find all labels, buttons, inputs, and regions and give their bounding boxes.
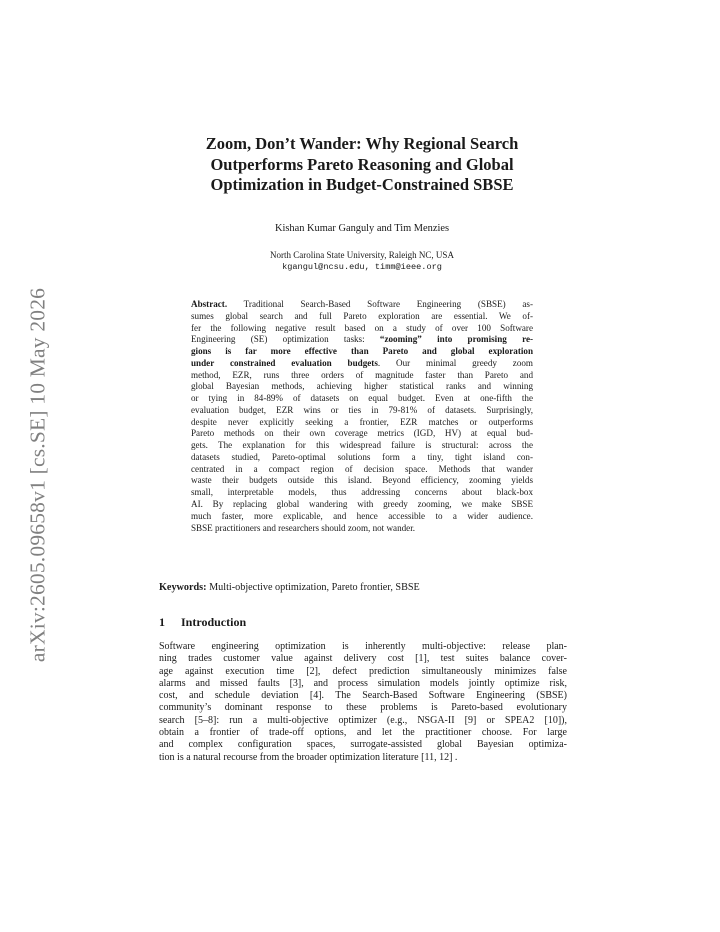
intro-line: alarms and missed faults [3], and process simulation models jointly optimize risk, [159, 677, 567, 689]
abstract-line: under constrained evaluation budgets. Our minimal greedy zoom [191, 357, 533, 368]
emails: kgangul@ncsu.edu, timm@ieee.org [282, 262, 442, 272]
intro-line: obtain a frontier of trade-off options, and let the practitioner choose. For large [159, 727, 567, 739]
abstract-line: SBSE practitioners and researchers should zoom, not wander. [191, 522, 416, 533]
abstract-line: global Bayesian methods, achieving higher statistical ranks and winning [191, 381, 533, 392]
affiliation-block [140, 249, 584, 273]
abstract-line: sumes global search and full Pareto exploration are essential. We of- [191, 310, 533, 321]
abstract-line: waste their budgets outside this island. Beyond efficiency, zooming yields [191, 475, 533, 486]
abstract-line: datasets studied, Pareto-optimal solutions form a tiny, tight island con- [191, 451, 533, 462]
abstract-label: Abstract. [191, 299, 228, 309]
abstract [191, 299, 533, 534]
intro-line: tion is a natural recourse from the broader optimization literature [11, 12] . [159, 751, 458, 763]
introduction-paragraph [159, 641, 567, 764]
abstract-line: evaluation budget, EZR wins or ties in 79-81% of datasets. Surprisingly, [191, 404, 533, 415]
abstract-line: Engineering (SE) optimization tasks: “zooming” into promising re- [191, 334, 534, 345]
intro-line: ning trades customer value against delivery cost [1], test suites balance cover- [159, 653, 567, 665]
abstract-line: centrated in a compact region of decision space. Methods that wander [191, 463, 533, 474]
keywords [159, 582, 567, 593]
title-line: Zoom, Don’t Wander: Why Regional Search [205, 134, 519, 153]
intro-line: community’s dominant response to these problems is Pareto-based evolutionary [159, 702, 567, 714]
section-title: Introduction [181, 615, 247, 629]
abstract-line: gions is far more effective than Pareto and global exploration [191, 346, 533, 357]
affiliation: North Carolina State University, Raleigh NC, USA [270, 250, 454, 260]
abstract-line: AI. By replacing global wandering with greedy zooming, we make SBSE [191, 499, 533, 510]
abstract-line: Abstract. Traditional Search-Based Software Engineering (SBSE) as- [191, 299, 533, 309]
authors: Kishan Kumar Ganguly and Tim Menzies [274, 223, 450, 234]
intro-line: cost, and schedule deviation [4]. The Search-Based Software Engineering (SBSE) [159, 690, 567, 702]
intro-line: Software engineering optimization is inherently multi-objective: release plan- [159, 641, 567, 652]
abstract-line: or tying in 84-89% of datasets on equal budget. Even at one-fifth the [191, 393, 533, 404]
abstract-line: despite never explicitly seeking a frontier, EZR matches or outperforms [191, 416, 533, 427]
section-heading [159, 615, 246, 630]
intro-line: age against execution time [2], defect prediction simultaneously minimizes false [159, 665, 567, 677]
keywords-label: Keywords: [159, 582, 207, 593]
keywords-text: Multi-objective optimization, Pareto frontier, SBSE [206, 582, 420, 593]
arxiv-stamp [18, 255, 58, 695]
abstract-line: gets. The explanation for this widespread failure is structural: across the [191, 440, 533, 451]
paper-title [140, 134, 584, 196]
abstract-line: fer the following negative result based on a study of over 100 Software [191, 322, 533, 333]
arxiv-id: arXiv:2605.09658v1 [cs.SE] 10 May 2026 [25, 287, 50, 663]
abstract-line: method, EZR, runs three orders of magnitude faster than Pareto and [191, 369, 533, 380]
section-number: 1 [159, 615, 165, 629]
abstract-line: Pareto methods on their own coverage metrics (IGD, HV) at equal bud- [191, 428, 533, 439]
intro-line: search [5–8]: run a multi-objective optimizer (e.g., NSGA-II [9] or SPEA2 [10]), [159, 714, 567, 726]
intro-line: and complex configuration spaces, surrogate-assisted global Bayesian optimiza- [159, 739, 567, 751]
title-line: Outperforms Pareto Reasoning and Global [210, 154, 514, 174]
abstract-line: small, interpretable models, thus addressing concerns about black-box [191, 487, 533, 498]
title-line: Optimization in Budget-Constrained SBSE [210, 175, 514, 194]
abstract-line: much faster, more explicable, and hence accessible to a wider audience. [191, 510, 533, 521]
